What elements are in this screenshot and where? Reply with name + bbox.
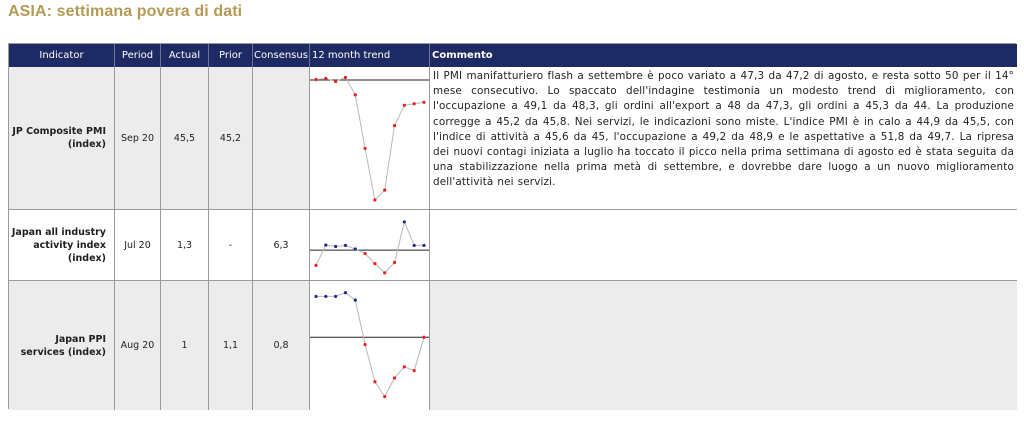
sparkline-series-line (316, 293, 424, 397)
sparkline-point (314, 295, 317, 298)
sparkline-point (324, 243, 327, 246)
row-2-actual: 1,3 (161, 210, 209, 281)
row-1-trend-cell (310, 67, 430, 210)
row-3-consensus: 0,8 (253, 281, 310, 410)
row-2-sparkline (310, 210, 429, 281)
row-2-period: Jul 20 (115, 210, 161, 281)
row-2-comment (430, 210, 1017, 281)
sparkline-point (344, 291, 347, 294)
sparkline-point (383, 188, 386, 191)
row-1-comment (430, 67, 1017, 210)
sparkline-point (344, 75, 347, 78)
sparkline-point (393, 376, 396, 379)
page-title: ASIA: settimana povera di dati (8, 3, 243, 20)
sparkline-point (403, 220, 406, 223)
sparkline-point (334, 79, 337, 82)
sparkline-point (324, 76, 327, 79)
sparkline-series-line (316, 77, 424, 200)
sparkline-point (334, 244, 337, 247)
row-1-indicator: JP Composite PMI (index) (9, 67, 115, 210)
row-3-trend-cell (310, 281, 430, 410)
sparkline-point (334, 295, 337, 298)
sparkline-point (314, 77, 317, 80)
header-prior: Prior (209, 44, 253, 67)
row-2-trend-cell (310, 210, 430, 281)
sparkline-point (422, 100, 425, 103)
sparkline-point (324, 295, 327, 298)
row-2-prior: - (209, 210, 253, 281)
sparkline-point (363, 252, 366, 255)
header-actual: Actual (161, 44, 209, 67)
sparkline-point (354, 247, 357, 250)
row-1-sparkline (310, 67, 429, 210)
row-1-prior: 45,2 (209, 67, 253, 210)
header-indicator: Indicator (9, 44, 115, 67)
sparkline-point (373, 262, 376, 265)
row-2-consensus: 6,3 (253, 210, 310, 281)
header-period: Period (115, 44, 161, 67)
row-3-period: Aug 20 (115, 281, 161, 410)
sparkline-point (383, 271, 386, 274)
row-1-period: Sep 20 (115, 67, 161, 210)
header-consensus: Consensus (253, 44, 310, 67)
row-3-comment (430, 281, 1017, 410)
sparkline-point (413, 102, 416, 105)
sparkline-point (403, 365, 406, 368)
sparkline-point (344, 243, 347, 246)
row-3-sparkline (310, 281, 429, 410)
sparkline-point (373, 380, 376, 383)
sparkline-point (403, 103, 406, 106)
row-1-actual: 45,5 (161, 67, 209, 210)
header-trend: 12 month trend (310, 44, 430, 67)
sparkline-point (413, 243, 416, 246)
data-table (8, 43, 1016, 409)
header-comment: Commento (430, 44, 1017, 67)
sparkline-point (373, 198, 376, 201)
sparkline-point (393, 124, 396, 127)
sparkline-point (314, 263, 317, 266)
sparkline-point (393, 260, 396, 263)
sparkline-point (354, 299, 357, 302)
sparkline-point (383, 395, 386, 398)
row-3-indicator: Japan PPI services (index) (9, 281, 115, 410)
row-3-actual: 1 (161, 281, 209, 410)
sparkline-point (413, 369, 416, 372)
row-2-indicator: Japan all industry activity index (index) (9, 210, 115, 281)
sparkline-point (354, 93, 357, 96)
row-3-prior: 1,1 (209, 281, 253, 410)
row-1-consensus (253, 67, 310, 210)
sparkline-series-line (316, 221, 424, 272)
sparkline-point (422, 243, 425, 246)
sparkline-point (422, 336, 425, 339)
sparkline-point (363, 343, 366, 346)
row-1-comment-text: Il PMI manifatturiero flash a settembre è poco variato a 47,3 da 47,2 di agosto, e resta sotto 50 per il 14° mese consecutivo. Lo spaccato dell'indagine testimonia un modesto trend di miglioramento, con l'occupazione a 49,1 da 48,3, gli ordini all'export a 48 da 47,3, gli ordini a 45,3 da 44. La produzione corregge a 45,2 da 45,8. Nei servizi, le indicazioni sono miste. L'indice PMI è in calo a 44,9 da 45,5, con l'indice di attività a 45,6 da 45, l'occupazione a 49,2 da 48,9 e le aspettative a 51,8 da 49,7. La ripresa dei nuovi contagi iniziata a luglio ha toccato il picco nella prima settimana di agosto ed è stata seguita da una stabilizzazione nella prima metà di settembre, e dovrebbe dare luogo a un nuovo miglioramento dell'attività nei servizi. (433, 70, 1014, 189)
sparkline-point (363, 146, 366, 149)
